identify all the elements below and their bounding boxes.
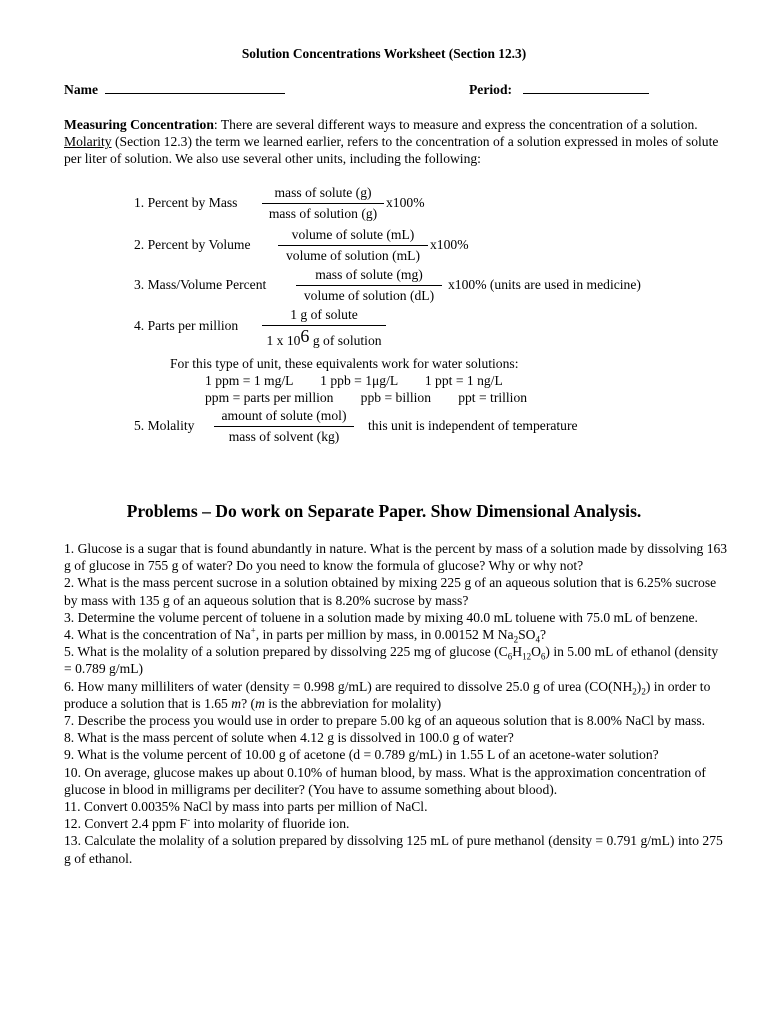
unit-2-suffix: x100%: [430, 237, 469, 252]
problem-5-sub-2: 12: [522, 651, 532, 662]
problem-6-molality-symbol: m: [231, 695, 242, 711]
unit-4-denominator-exponent: 6: [300, 326, 310, 346]
unit-3-fraction: [296, 267, 442, 304]
problem-6-sub-1: 2: [632, 686, 637, 697]
problem-2: 2. What is the mass percent sucrose in a solution obtained by mixing 225 g of an aqueous solution that is 6.25% sucrose by mass with 135 g of an aqueous solution that is 8.20% sucrose by mass?: [64, 575, 717, 608]
unit-4-numerator: 1 g of solute: [262, 307, 386, 326]
ppm-note-line-3: ppm = parts per million ppb = billion ppt = trillion: [205, 390, 528, 405]
problem-6-text-a: 6. How many milliliters of water (density = 0.998 g/mL) are required to dissolve 25.0 g of urea (CO(NH: [64, 678, 633, 694]
problem-4-text-d: ?: [539, 627, 547, 643]
problem-5-text-c: O: [531, 644, 541, 660]
unit-5-suffix: this unit is independent of temperature: [368, 418, 578, 433]
problem-6-molality-symbol-2: m: [255, 695, 265, 711]
problem-12-text-b: into molarity of fluoride ion.: [190, 816, 350, 832]
problem-5-sub-1: 6: [507, 651, 513, 662]
unit-4-denominator: [262, 326, 386, 349]
period-blank-line: [523, 80, 649, 94]
ppm-note-line-2: 1 ppm = 1 mg/L 1 ppb = 1μg/L 1 ppt = 1 ng/L: [205, 373, 503, 388]
intro-text-2: (Section 12.3) the term we learned earlier, refers to the concentration of a solution expressed in moles of solute per liter of solution. We also use several other units, including the following:: [64, 134, 719, 167]
problem-4: [64, 626, 729, 643]
problem-6-sub-2: 2: [641, 686, 646, 697]
problem-1: 1. Glucose is a sugar that is found abundantly in nature. What is the percent by mass of a solution made by dissolving 163 g of glucose in 755 g of water? Do you need to know the formula of glucose? Why or why not?: [64, 541, 728, 574]
problem-3: 3. Determine the volume percent of toluene in a solution made by mixing 40.0 mL toluene with 75.0 mL of benzene.: [64, 609, 698, 625]
problem-5-sub-3: 6: [540, 651, 546, 662]
intro-heading: Measuring Concentration: [64, 117, 214, 132]
problem-12-sup: -: [187, 814, 191, 825]
unit-3-label: 3. Mass/Volume Percent: [134, 277, 267, 292]
unit-1-numerator: mass of solute (g): [262, 185, 384, 204]
molarity-term: Molarity: [64, 134, 112, 150]
problem-7: 7. Describe the process you would use in order to prepare 5.00 kg of an aqueous solution that is 8.00% NaCl by mass.: [64, 713, 706, 729]
unit-5-label: 5. Molality: [134, 418, 195, 433]
problem-4-sub-1: 2: [513, 634, 519, 645]
intro-text-1: : There are several different ways to measure and express the concentration of a solution.: [213, 117, 698, 132]
problem-5-text-a: 5. What is the molality of a solution prepared by dissolving 225 mg of glucose (C: [64, 644, 508, 660]
unit-4-fraction: [262, 307, 386, 349]
intro-paragraph: [64, 116, 724, 168]
name-field: [64, 80, 285, 98]
problem-6-text-e: is the abbreviation for molality): [264, 695, 442, 711]
unit-1-denominator: mass of solution (g): [268, 206, 378, 221]
problem-8: 8. What is the mass percent of solute when 4.12 g is dissolved in 100.0 g of water?: [64, 730, 514, 746]
problem-6-text-b: ): [636, 678, 642, 694]
unit-1-suffix: x100%: [386, 195, 425, 210]
unit-2-label: 2. Percent by Volume: [134, 237, 251, 252]
problem-6-text-d: ? (: [241, 695, 256, 711]
unit-1-fraction: [262, 185, 384, 222]
problem-4-sub-2: 4: [535, 634, 540, 645]
problem-4-text-b: , in parts per million by mass, in 0.00152 M Na: [255, 627, 514, 643]
worksheet-title: Solution Concentrations Worksheet (Section 12.3): [241, 46, 527, 61]
problems-list: [64, 540, 729, 867]
problem-12: [64, 815, 729, 832]
unit-2-numerator: volume of solute (mL): [278, 227, 428, 246]
unit-5-fraction: [214, 408, 354, 445]
unit-2-fraction: [278, 227, 428, 264]
problem-5: [64, 643, 729, 677]
period-label: Period:: [469, 82, 513, 97]
unit-4-denominator-base: 1 x 10: [266, 333, 301, 348]
problem-11: 11. Convert 0.0035% NaCl by mass into parts per million of NaCl.: [64, 799, 428, 815]
unit-3-suffix: x100% (units are used in medicine): [448, 277, 641, 292]
name-blank-line: [105, 80, 285, 94]
period-field: [469, 80, 649, 98]
problems-heading: Problems – Do work on Separate Paper. Show Dimensional Analysis.: [126, 501, 642, 521]
problem-4-text-c: SO: [518, 627, 536, 643]
unit-5-numerator: amount of solute (mol): [214, 408, 354, 427]
problem-13: 13. Calculate the molality of a solution prepared by dissolving 125 mL of pure methanol (density = 0.791 g/mL) into 275 g of ethanol.: [64, 833, 723, 866]
problem-5-text-b: H: [512, 644, 523, 660]
problem-5-text-d: ) in 5.00 mL of ethanol (density = 0.789 g/mL): [64, 644, 719, 677]
unit-3-denominator: volume of solution (dL): [303, 288, 435, 303]
unit-5-denominator: mass of solvent (kg): [228, 429, 340, 444]
unit-3-numerator: mass of solute (mg): [296, 267, 442, 286]
unit-4-denominator-unit: g of solution: [309, 333, 382, 348]
problem-6-text-c: ) in order to produce a solution that is 1.65: [64, 678, 711, 711]
unit-2-denominator: volume of solution (mL): [285, 248, 421, 263]
unit-4-label: 4. Parts per million: [134, 318, 239, 333]
problem-6: [64, 678, 729, 712]
ppm-note-line-1: For this type of unit, these equivalents work for water solutions:: [170, 356, 519, 371]
name-label: Name: [64, 82, 98, 97]
problem-12-text-a: 12. Convert 2.4 ppm F: [64, 816, 188, 832]
problem-10: 10. On average, glucose makes up about 0.10% of human blood, by mass. What is the approximation concentration of glucose in blood in milligrams per deciliter? (You have to assume something about blood).: [64, 764, 706, 797]
problem-4-sup: +: [250, 625, 256, 636]
problem-4-text-a: 4. What is the concentration of Na: [64, 627, 251, 643]
problem-9: 9. What is the volume percent of 10.00 g of acetone (d = 0.789 g/mL) in 1.55 L of an acetone-water solution?: [64, 747, 659, 763]
unit-1-label: 1. Percent by Mass: [134, 195, 238, 210]
